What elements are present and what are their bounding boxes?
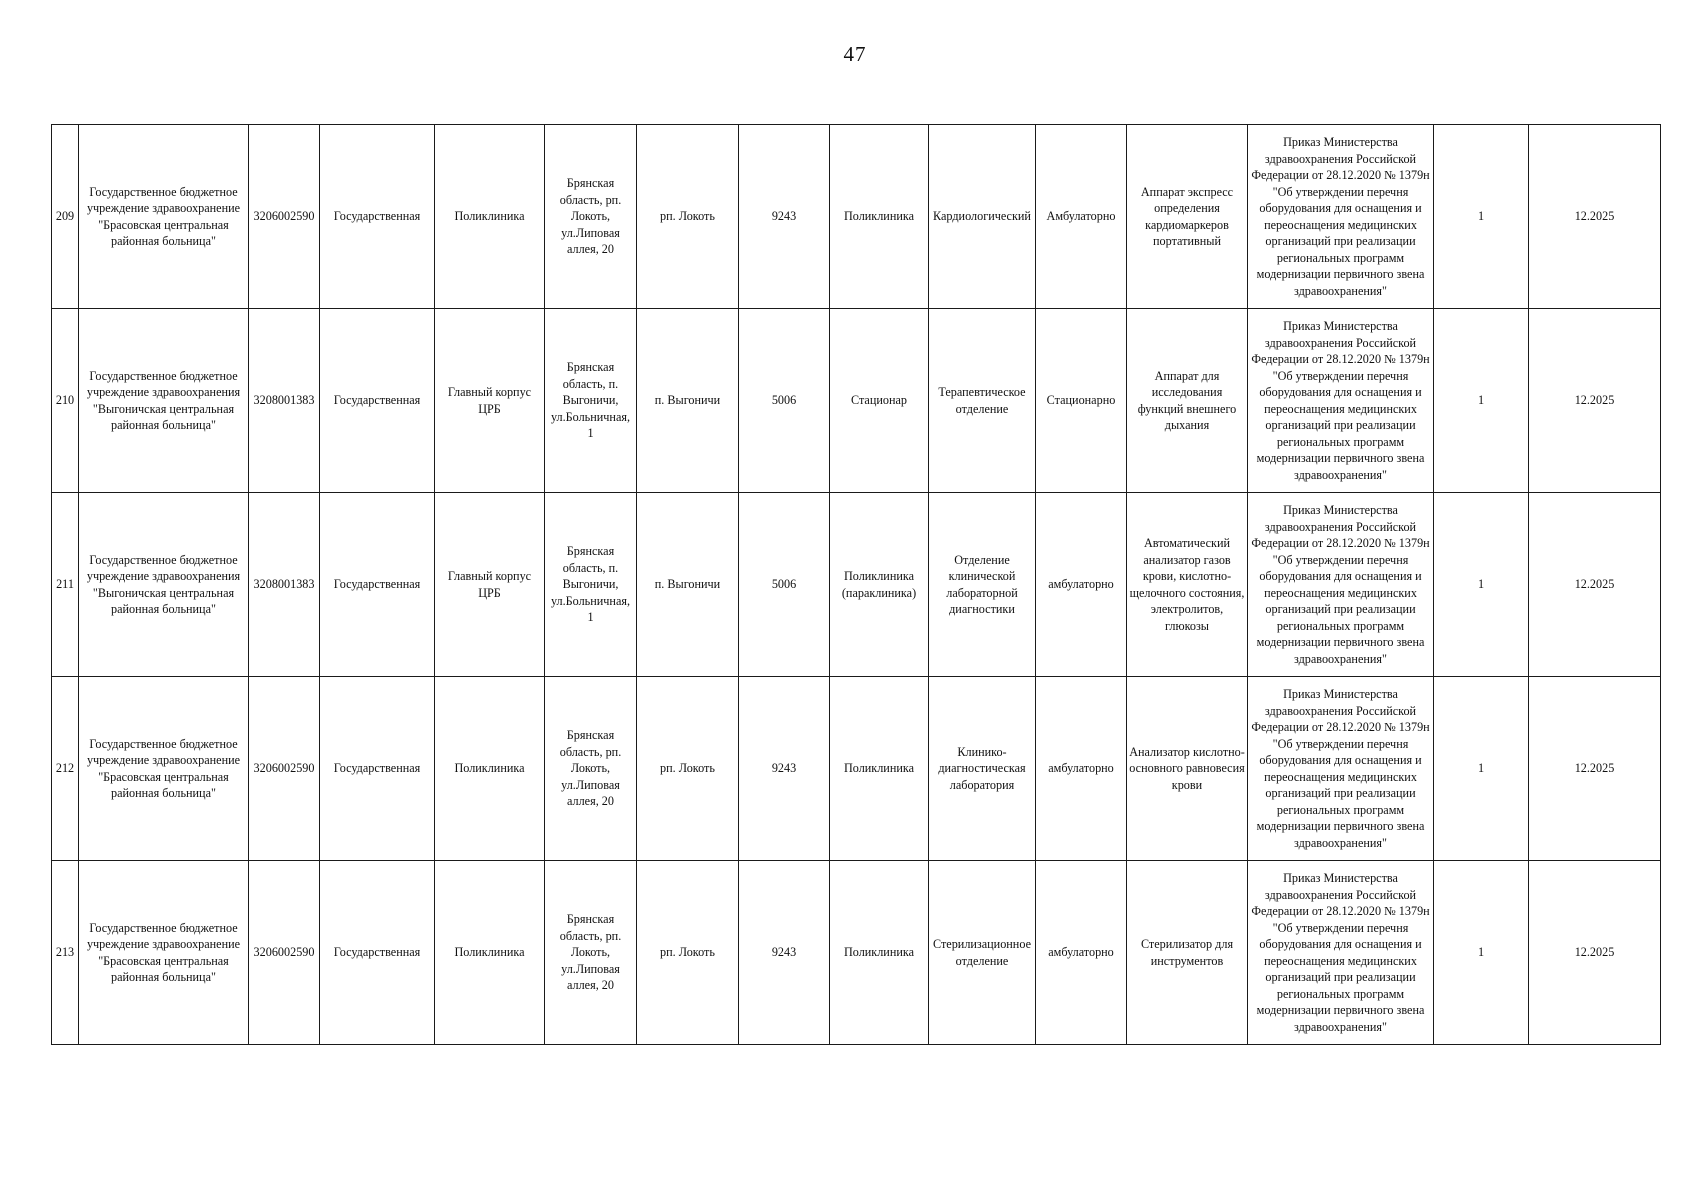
order-reference-cell: Приказ Министерства здравоохранения Российской Федерации от 28.12.2020 № 1379н "Об утверждении перечня оборудования для оснащения и переоснащения медицинских организаций при реализации региональных программ модернизации первичного звена здравоохранения": [1248, 861, 1434, 1045]
ownership-cell: Государственная: [320, 861, 435, 1045]
inn-cell: 3208001383: [249, 493, 320, 677]
quantity-cell: 1: [1434, 125, 1529, 309]
unit-type-cell: Поликлиника: [830, 861, 929, 1045]
address-cell: Брянская область, п. Выгоничи, ул.Больничная, 1: [545, 493, 637, 677]
table-row: [52, 493, 1661, 677]
locality-cell: рп. Локоть: [637, 125, 739, 309]
department-cell: Терапевтическое отделение: [929, 309, 1036, 493]
order-reference-cell: Приказ Министерства здравоохранения Российской Федерации от 28.12.2020 № 1379н "Об утверждении перечня оборудования для оснащения и переоснащения медицинских организаций при реализации региональных программ модернизации первичного звена здравоохранения": [1248, 309, 1434, 493]
ownership-cell: Государственная: [320, 493, 435, 677]
department-cell: Отделение клинической лабораторной диагностики: [929, 493, 1036, 677]
building-cell: Поликлиника: [435, 125, 545, 309]
quantity-cell: 1: [1434, 309, 1529, 493]
unit-type-cell: Стационар: [830, 309, 929, 493]
inn-cell: 3206002590: [249, 677, 320, 861]
code-cell: 5006: [739, 309, 830, 493]
care-type-cell: амбулаторно: [1036, 861, 1127, 1045]
equipment-cell: Автоматический анализатор газов крови, кислотно-щелочного состояния, электролитов, глюкозы: [1127, 493, 1248, 677]
inn-cell: 3206002590: [249, 861, 320, 1045]
locality-cell: п. Выгоничи: [637, 309, 739, 493]
address-cell: Брянская область, рп. Локоть, ул.Липовая аллея, 20: [545, 677, 637, 861]
order-reference-cell: Приказ Министерства здравоохранения Российской Федерации от 28.12.2020 № 1379н "Об утверждении перечня оборудования для оснащения и переоснащения медицинских организаций при реализации региональных программ модернизации первичного звена здравоохранения": [1248, 677, 1434, 861]
table-row: [52, 125, 1661, 309]
unit-type-cell: Поликлиника: [830, 125, 929, 309]
equipment-cell: Аппарат для исследования функций внешнего дыхания: [1127, 309, 1248, 493]
order-reference-cell: Приказ Министерства здравоохранения Российской Федерации от 28.12.2020 № 1379н "Об утверждении перечня оборудования для оснащения и переоснащения медицинских организаций при реализации региональных программ модернизации первичного звена здравоохранения": [1248, 493, 1434, 677]
table-row: [52, 309, 1661, 493]
code-cell: 9243: [739, 677, 830, 861]
page-number: 47: [843, 42, 867, 66]
building-cell: Главный корпус ЦРБ: [435, 493, 545, 677]
department-cell: Кардиологический: [929, 125, 1036, 309]
date-cell: 12.2025: [1529, 309, 1661, 493]
locality-cell: рп. Локоть: [637, 677, 739, 861]
code-cell: 9243: [739, 125, 830, 309]
building-cell: Поликлиника: [435, 677, 545, 861]
unit-type-cell: Поликлиника: [830, 677, 929, 861]
equipment-cell: Стерилизатор для инструментов: [1127, 861, 1248, 1045]
building-cell: Главный корпус ЦРБ: [435, 309, 545, 493]
organization-cell: Государственное бюджетное учреждение здравоохранения "Выгоничская центральная районная больница": [79, 493, 249, 677]
care-type-cell: амбулаторно: [1036, 493, 1127, 677]
department-cell: Стерилизационное отделение: [929, 861, 1036, 1045]
quantity-cell: 1: [1434, 493, 1529, 677]
ownership-cell: Государственная: [320, 125, 435, 309]
code-cell: 9243: [739, 861, 830, 1045]
locality-cell: п. Выгоничи: [637, 493, 739, 677]
ownership-cell: Государственная: [320, 677, 435, 861]
row-number-cell: 209: [52, 125, 79, 309]
code-cell: 5006: [739, 493, 830, 677]
quantity-cell: 1: [1434, 861, 1529, 1045]
row-number-cell: 212: [52, 677, 79, 861]
ownership-cell: Государственная: [320, 309, 435, 493]
care-type-cell: Стационарно: [1036, 309, 1127, 493]
row-number-cell: 213: [52, 861, 79, 1045]
organization-cell: Государственное бюджетное учреждение здравоохранения "Выгоничская центральная районная больница": [79, 309, 249, 493]
organization-cell: Государственное бюджетное учреждение здравоохранение "Брасовская центральная районная больница": [79, 677, 249, 861]
date-cell: 12.2025: [1529, 861, 1661, 1045]
organization-cell: Государственное бюджетное учреждение здравоохранение "Брасовская центральная районная больница": [79, 861, 249, 1045]
address-cell: Брянская область, рп. Локоть, ул.Липовая аллея, 20: [545, 861, 637, 1045]
locality-cell: рп. Локоть: [637, 861, 739, 1045]
address-cell: Брянская область, рп. Локоть, ул.Липовая аллея, 20: [545, 125, 637, 309]
department-cell: Клинико-диагностическая лаборатория: [929, 677, 1036, 861]
date-cell: 12.2025: [1529, 125, 1661, 309]
row-number-cell: 210: [52, 309, 79, 493]
inn-cell: 3206002590: [249, 125, 320, 309]
equipment-cell: Анализатор кислотно-основного равновесия крови: [1127, 677, 1248, 861]
equipment-cell: Аппарат экспресс определения кардиомаркеров портативный: [1127, 125, 1248, 309]
quantity-cell: 1: [1434, 677, 1529, 861]
row-number-cell: 211: [52, 493, 79, 677]
date-cell: 12.2025: [1529, 493, 1661, 677]
table-row: [52, 861, 1661, 1045]
inn-cell: 3208001383: [249, 309, 320, 493]
building-cell: Поликлиника: [435, 861, 545, 1045]
equipment-registry-table: [51, 124, 1661, 1045]
unit-type-cell: Поликлиника (параклиника): [830, 493, 929, 677]
care-type-cell: Амбулаторно: [1036, 125, 1127, 309]
order-reference-cell: Приказ Министерства здравоохранения Российской Федерации от 28.12.2020 № 1379н "Об утверждении перечня оборудования для оснащения и переоснащения медицинских организаций при реализации региональных программ модернизации первичного звена здравоохранения": [1248, 125, 1434, 309]
date-cell: 12.2025: [1529, 677, 1661, 861]
table-row: [52, 677, 1661, 861]
address-cell: Брянская область, п. Выгоничи, ул.Больничная, 1: [545, 309, 637, 493]
care-type-cell: амбулаторно: [1036, 677, 1127, 861]
organization-cell: Государственное бюджетное учреждение здравоохранение "Брасовская центральная районная больница": [79, 125, 249, 309]
